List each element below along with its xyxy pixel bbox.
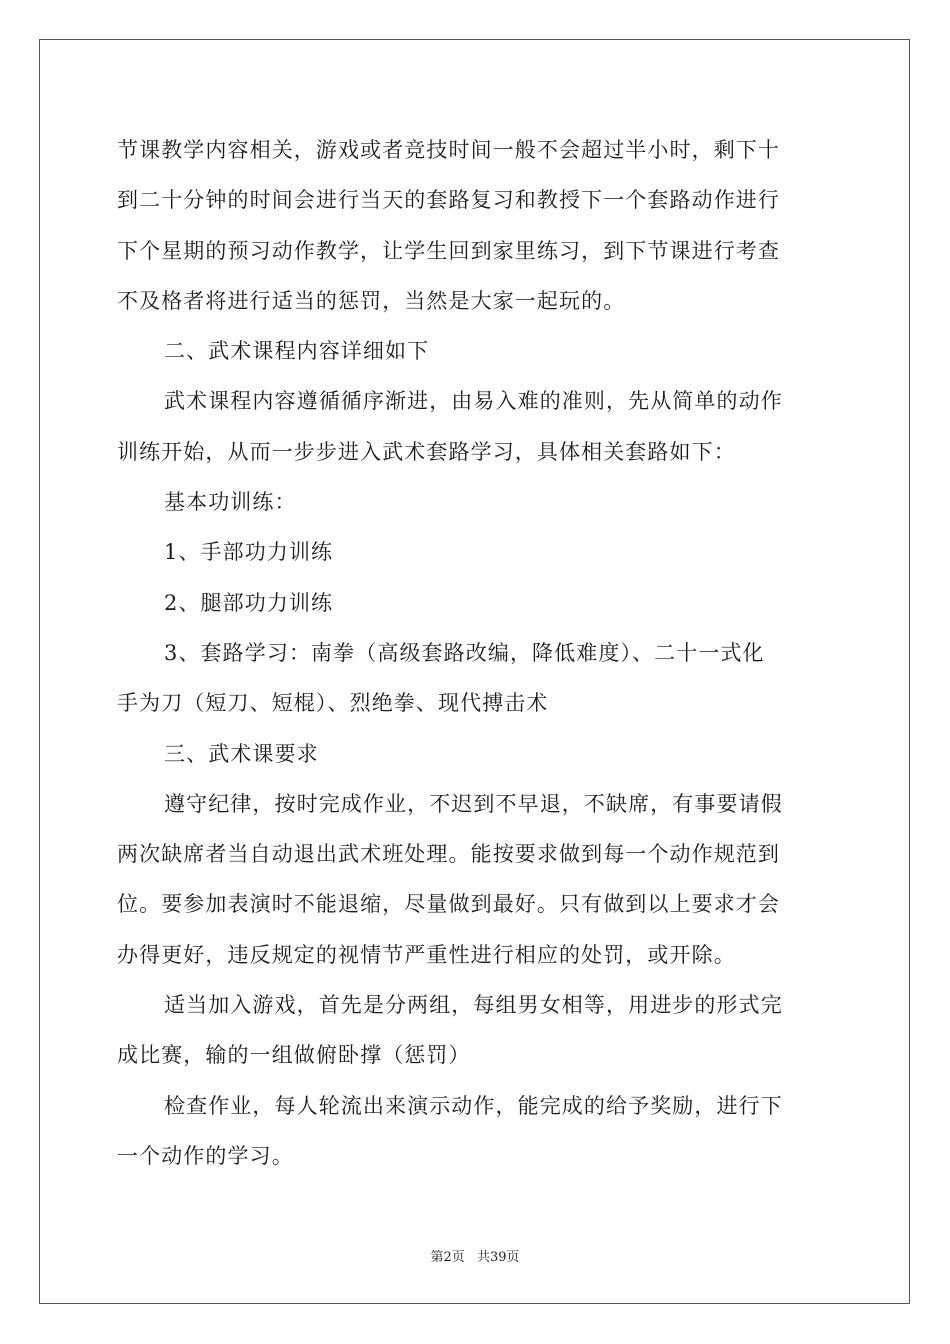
text-line: 遵守纪律，按时完成作业，不迟到不早退，不缺席，有事要请假: [164, 791, 783, 816]
text-line: 办得更好，违反规定的视情节严重性进行相应的处罚，或开除。: [117, 942, 736, 967]
page-footer: [0, 1246, 950, 1265]
text-line: 到二十分钟的时间会进行当天的套路复习和教授下一个套路动作进行: [117, 188, 780, 213]
text-line: 适当加入游戏，首先是分两组，每组男女相等，用进步的形式完: [164, 993, 783, 1018]
text-line: 成比赛，输的一组做俯卧撑（惩罚）: [117, 1043, 471, 1068]
text-line: 节课教学内容相关，游戏或者竞技时间一般不会超过半小时，剩下十: [117, 138, 780, 162]
section-heading: 三、武术课要求: [164, 741, 319, 766]
text-line: 位。要参加表演时不能退缩，尽量做到最好。只有做到以上要求才会: [117, 892, 780, 917]
text-line: 下个星期的预习动作教学，让学生回到家里练习，到下节课进行考查: [117, 238, 780, 263]
document-body: [117, 125, 833, 1181]
list-item: 1、手部功力训练: [164, 540, 334, 565]
page-number: 第2页: [430, 1250, 465, 1265]
text-line: 一个动作的学习。: [117, 1143, 294, 1168]
text-line: 两次缺席者当自动退出武术班处理。能按要求做到每一个动作规范到: [117, 842, 780, 867]
text-line: 手为刀（短刀、短棍）、烈绝拳、现代搏击术: [117, 691, 549, 716]
page-total: 共39页: [476, 1250, 520, 1265]
text-line: 检查作业，每人轮流出来演示动作，能完成的给予奖励，进行下: [164, 1093, 783, 1118]
text-line: 武术课程内容遵循循序渐进，由易入难的准则，先从简单的动作: [164, 389, 783, 414]
list-item: 2、腿部功力训练: [164, 590, 334, 615]
list-item: 3、套路学习：南拳（高级套路改编，降低难度）、二十一式化: [164, 640, 765, 665]
text-line: 训练开始，从而一步步进入武术套路学习，具体相关套路如下：: [117, 439, 736, 464]
text-line: 不及格者将进行适当的惩罚，当然是大家一起玩的。: [117, 288, 626, 313]
text-line: 基本功训练：: [164, 490, 297, 515]
section-heading: 二、武术课程内容详细如下: [164, 339, 430, 364]
